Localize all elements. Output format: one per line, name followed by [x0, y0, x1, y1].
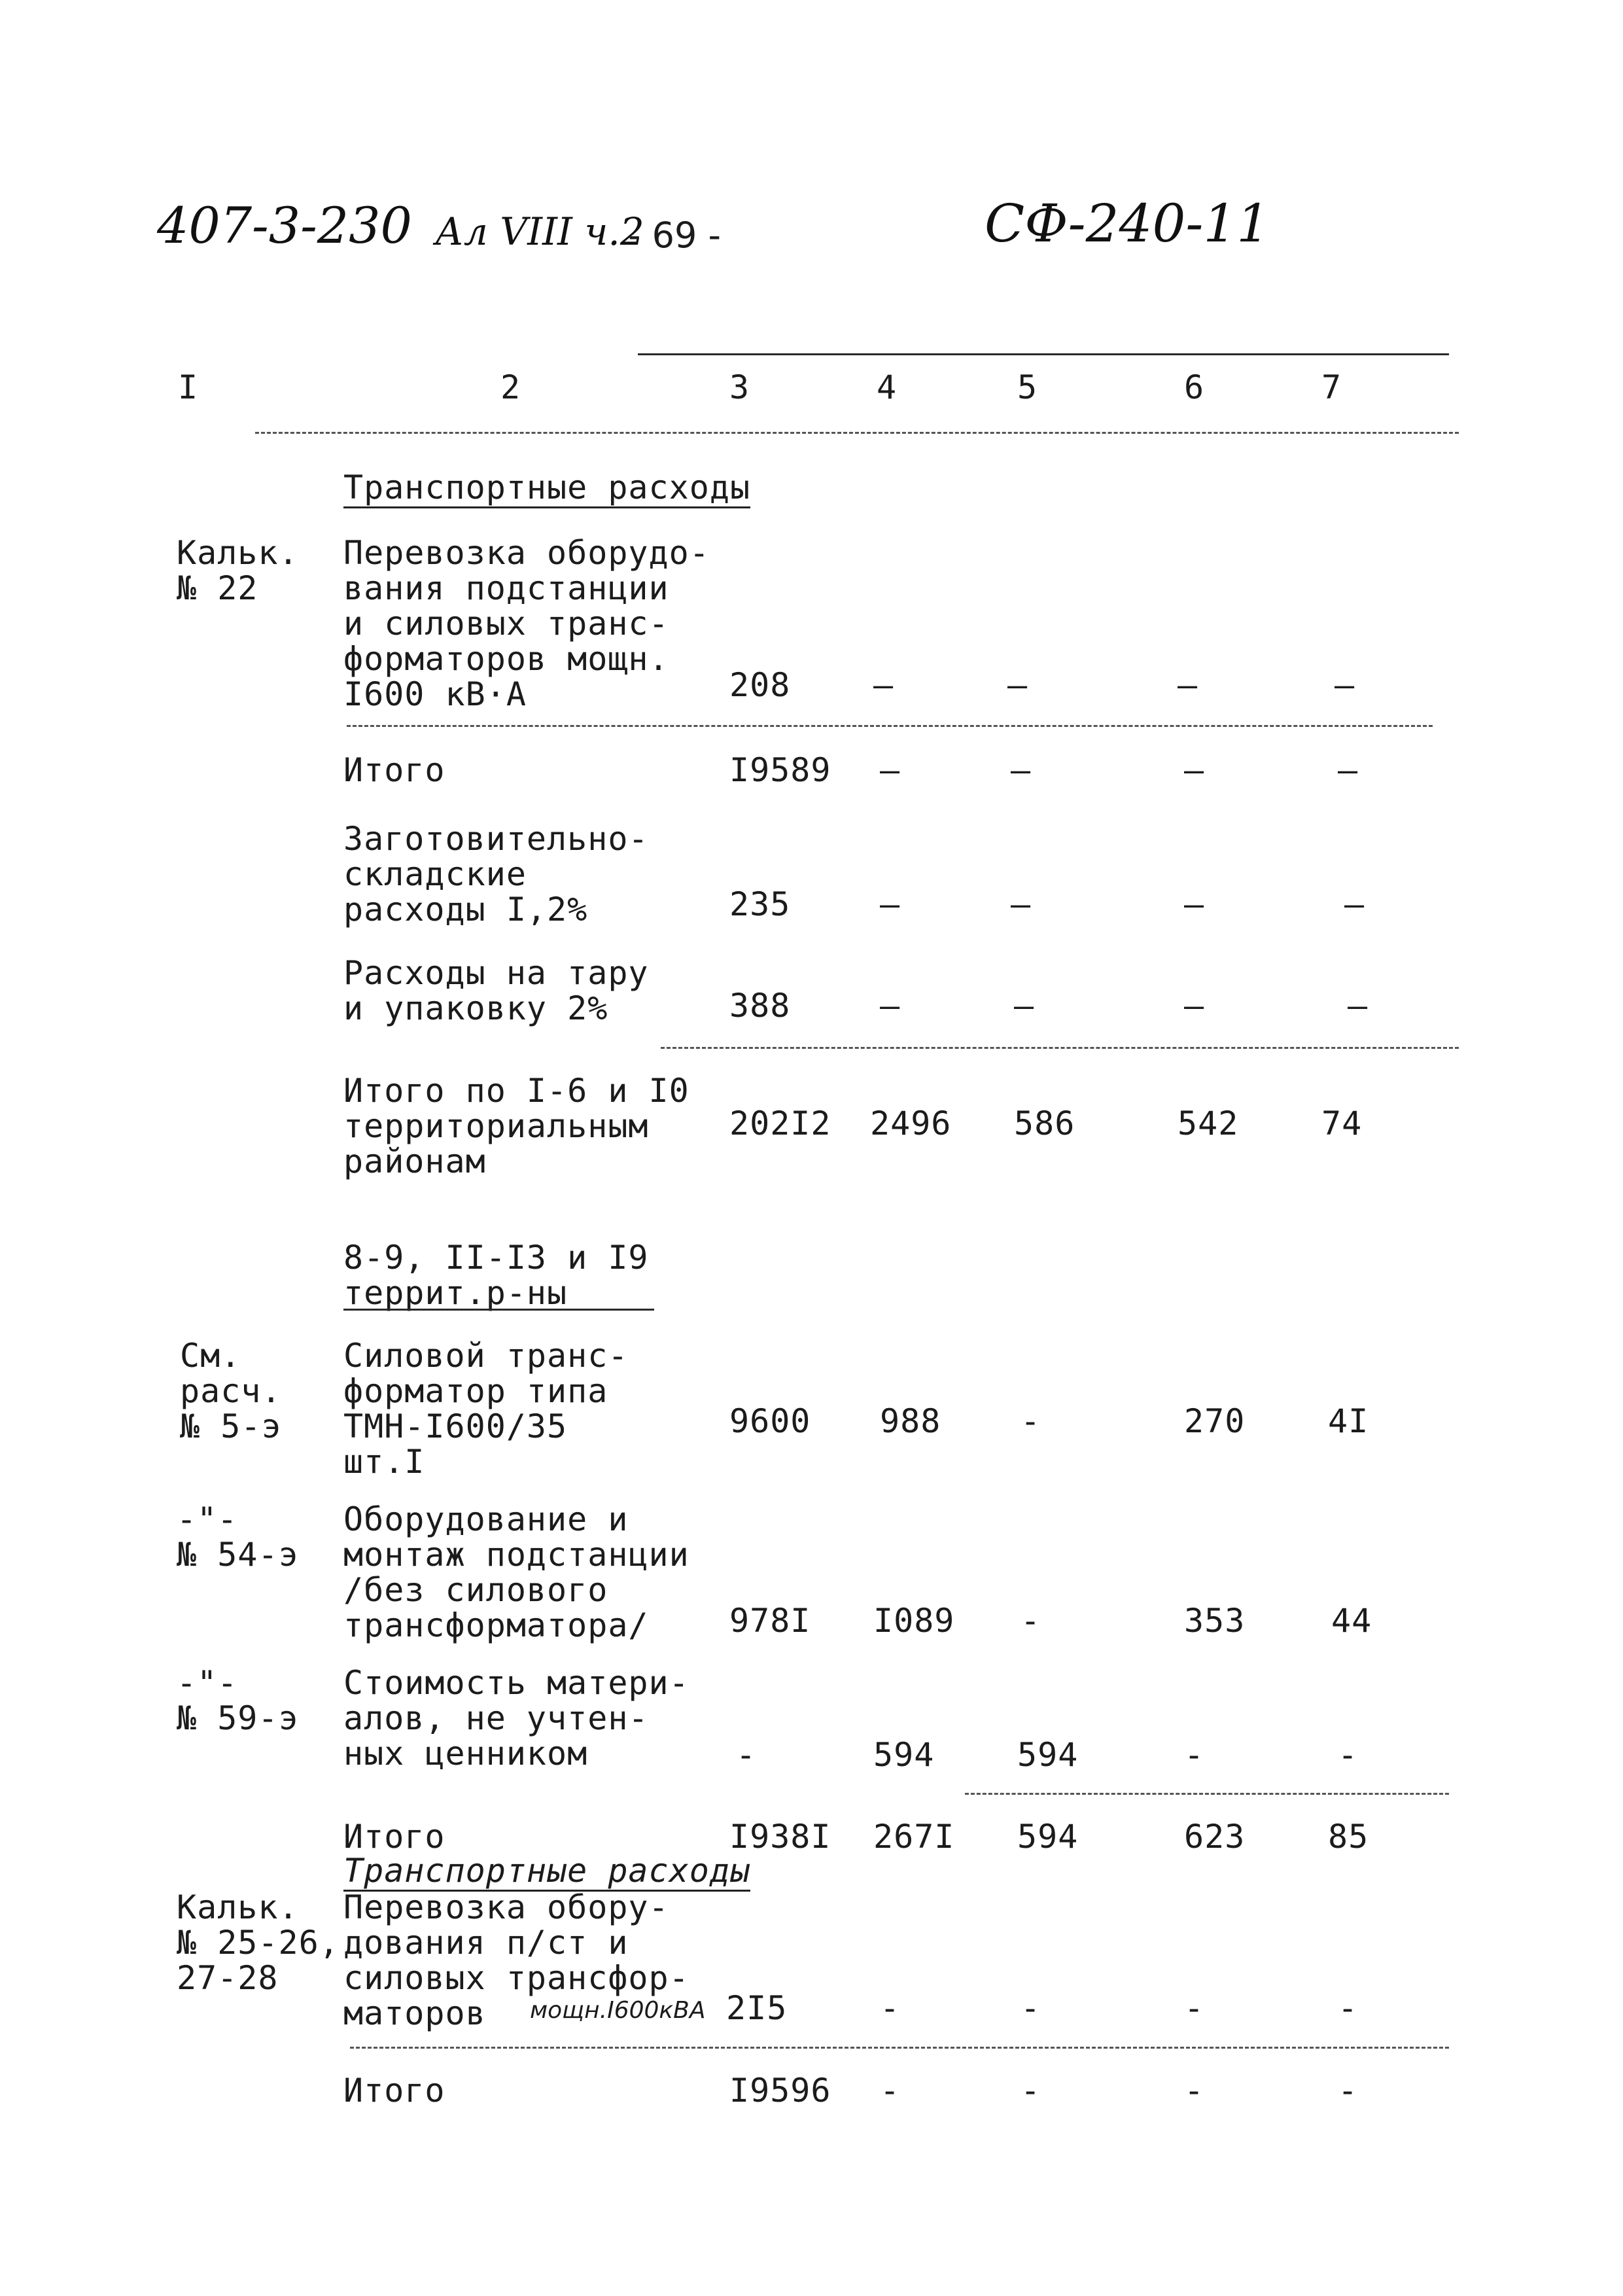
- row-8-c7: 44: [1331, 1602, 1372, 1640]
- column-header-3: 3: [729, 368, 750, 406]
- row-1-rule: [347, 725, 1433, 727]
- doc-code: 407-3-230: [157, 196, 412, 255]
- row-8-ref: -"- № 54-э: [177, 1500, 299, 1574]
- page-number: - 69 -: [628, 215, 722, 256]
- row-4-c3: 388: [729, 987, 791, 1025]
- row-2-c7: –: [1338, 751, 1359, 789]
- column-header-1: I: [178, 368, 199, 406]
- project-code: СФ-240-11: [985, 193, 1270, 254]
- column-header-2: 2: [500, 368, 521, 406]
- row-12-c3: 2I5: [726, 1989, 788, 2027]
- subsection-heading-territories: [343, 1240, 649, 1311]
- row-1-c3: 208: [729, 666, 791, 704]
- row-1-ref: Кальк. № 22: [177, 534, 299, 607]
- row-7-ref: См. расч. № 5-э: [180, 1337, 282, 1445]
- row-4-c4: –: [880, 987, 901, 1025]
- row-5-c6: 542: [1178, 1104, 1239, 1142]
- row-2-desc: Итого: [343, 751, 445, 789]
- row-9-c4: 594: [873, 1736, 935, 1774]
- row-9-c3: -: [736, 1736, 757, 1774]
- row-9-desc: Стоимость матери- алов, не учтен- ных ценником: [343, 1664, 689, 1773]
- row-10-c3: I938I: [729, 1818, 831, 1856]
- row-4-rule: [661, 1047, 1459, 1049]
- row-10-desc: Итого: [343, 1818, 445, 1856]
- row-8-desc: Оборудование и монтаж подстанции /без силового трансформатора/: [343, 1500, 689, 1644]
- row-12-c7: -: [1338, 1989, 1359, 2027]
- row-3-desc: Заготовительно- складские расходы I,2%: [343, 820, 649, 928]
- row-2-c5: –: [1011, 751, 1032, 789]
- row-4-c7: –: [1348, 987, 1369, 1025]
- row-5-c4: 2496: [870, 1104, 952, 1142]
- header-bottom-rule: [255, 432, 1459, 434]
- row-3-c6: –: [1184, 885, 1205, 923]
- row-7-c5: -: [1021, 1402, 1041, 1440]
- row-12-ref: Кальк. № 25-26, 27-28: [177, 1888, 340, 1997]
- row-8-c4: I089: [873, 1602, 955, 1640]
- row-12-desc: Перевозка обору- дования п/ст и силовых трансфор- маторов: [343, 1888, 689, 2032]
- section-heading-transport: Транспортные расходы: [343, 470, 750, 508]
- row-5-c3: 202I2: [729, 1104, 831, 1142]
- row-12-c4: -: [880, 1989, 901, 2027]
- row-4-c6: –: [1184, 987, 1205, 1025]
- row-10-c7: 85: [1328, 1818, 1369, 1856]
- row-3-c5: –: [1011, 885, 1032, 923]
- row-13-c5: -: [1021, 2072, 1041, 2110]
- row-10-c5: 594: [1017, 1818, 1079, 1856]
- row-9-c7: -: [1338, 1736, 1359, 1774]
- row-9-c5: 594: [1017, 1736, 1079, 1774]
- row-13-c7: -: [1338, 2072, 1359, 2110]
- row-1-c5: –: [1007, 666, 1028, 704]
- row-1-c4: –: [873, 666, 894, 704]
- column-header-5: 5: [1017, 368, 1038, 406]
- row-3-c4: –: [880, 885, 901, 923]
- row-8-c3: 978I: [729, 1602, 811, 1640]
- row-13-c4: -: [880, 2072, 901, 2110]
- row-5-c7: 74: [1321, 1104, 1363, 1142]
- row-5-desc: Итого по I-6 и I0 территориальным районам: [343, 1072, 689, 1180]
- row-9-ref: -"- № 59-э: [177, 1664, 299, 1737]
- row-10-c4: 267I: [873, 1818, 955, 1856]
- row-12-rule: [350, 2047, 1449, 2049]
- row-12-c5: -: [1021, 1989, 1041, 2027]
- row-12-c6: -: [1184, 1989, 1205, 2027]
- row-10-c6: 623: [1184, 1818, 1246, 1856]
- row-13-c3: I9596: [729, 2072, 831, 2110]
- row-7-c4: 988: [880, 1402, 941, 1440]
- row-8-c6: 353: [1184, 1602, 1246, 1640]
- row-3-c3: 235: [729, 885, 791, 923]
- row-4-desc: Расходы на тару и упаковку 2%: [343, 954, 649, 1027]
- subsection-underline: [343, 1309, 654, 1311]
- row-7-c3: 9600: [729, 1402, 811, 1440]
- album-reference: Ал VIII ч.2: [435, 209, 644, 254]
- row-12-handwritten-note: мощн.I600кВА: [530, 1997, 706, 2024]
- row-5-c5: 586: [1014, 1104, 1075, 1142]
- row-8-c5: -: [1021, 1602, 1041, 1640]
- row-13-c6: -: [1184, 2072, 1205, 2110]
- row-13-desc: Итого: [343, 2072, 445, 2110]
- row-1-c7: –: [1335, 666, 1355, 704]
- table-top-rule: [638, 353, 1449, 355]
- row-7-c6: 270: [1184, 1402, 1246, 1440]
- row-2-c3: I9589: [729, 751, 831, 789]
- column-header-7: 7: [1321, 368, 1342, 406]
- row-3-c7: –: [1344, 885, 1365, 923]
- row-9-rule: [965, 1793, 1449, 1795]
- subsection-heading-territories-text: 8-9, II-I3 и I9 террит.р-ны: [343, 1239, 649, 1312]
- row-9-c6: -: [1184, 1736, 1205, 1774]
- row-7-c7: 4I: [1328, 1402, 1369, 1440]
- row-2-c6: –: [1184, 751, 1205, 789]
- column-header-4: 4: [877, 368, 898, 406]
- column-header-6: 6: [1184, 368, 1205, 406]
- row-1-desc: Перевозка оборудо- вания подстанции и силовых транс- форматоров мощн. I600 кВ·А: [343, 534, 710, 713]
- row-4-c5: –: [1014, 987, 1035, 1025]
- row-2-c4: –: [880, 751, 901, 789]
- section-heading-transport-2: Транспортные расходы: [343, 1853, 750, 1892]
- row-1-c6: –: [1178, 666, 1198, 704]
- row-7-desc: Силовой транс- форматор типа ТМН-I600/35 шт.I: [343, 1337, 629, 1481]
